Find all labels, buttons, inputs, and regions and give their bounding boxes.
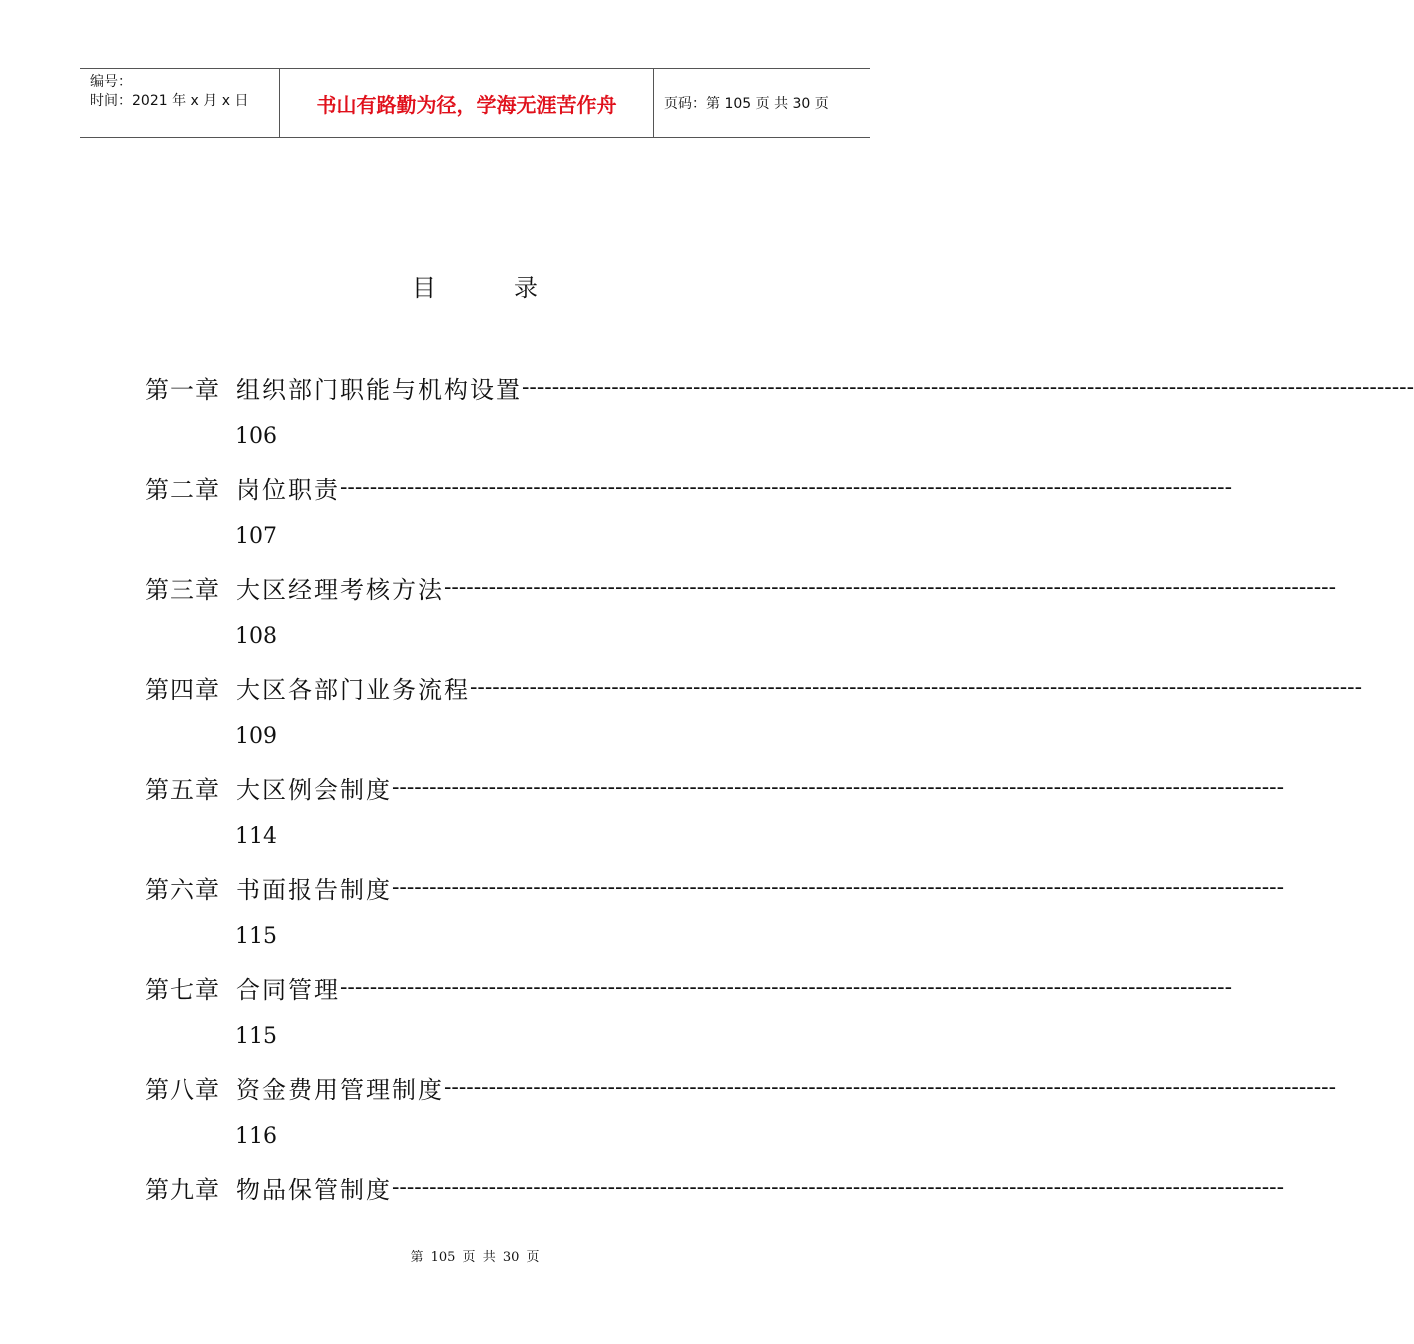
toc-entry-title: 合同管理 bbox=[236, 975, 340, 1004]
toc-entry[interactable] bbox=[145, 562, 1337, 662]
toc-entry[interactable] bbox=[145, 362, 1414, 462]
toc-entry-title: 大区经理考核方法 bbox=[236, 575, 444, 604]
toc-chapter: 第五章 bbox=[145, 775, 220, 804]
toc-entry-title: 大区例会制度 bbox=[236, 775, 392, 804]
header-page-info: 页码：第 105 页 共 30 页 bbox=[664, 96, 829, 112]
page-footer: 第 105 页 共 30 页 bbox=[410, 1250, 540, 1265]
toc-leader: ------------------------------------------------------------------------------------------------------------------------ bbox=[392, 774, 1285, 800]
table-of-contents bbox=[145, 362, 1414, 1262]
header-motto: 书山有路勤为径，学海无涯苦作舟 bbox=[280, 69, 654, 137]
toc-entry[interactable] bbox=[145, 862, 1285, 962]
toc-entry-title: 资金费用管理制度 bbox=[236, 1075, 444, 1104]
toc-page-number: 115 bbox=[235, 1024, 277, 1049]
header-meta bbox=[80, 69, 280, 137]
toc-chapter: 第四章 bbox=[145, 675, 220, 704]
toc-entry-title: 书面报告制度 bbox=[236, 875, 392, 904]
toc-leader: ------------------------------------------------------------------------------------------------------------------------ bbox=[470, 674, 1363, 700]
time-label: 时间：2021 年 x 月 x 日 bbox=[90, 93, 249, 109]
toc-chapter: 第六章 bbox=[145, 875, 220, 904]
toc-entry-title: 物品保管制度 bbox=[236, 1175, 392, 1204]
toc-chapter: 第二章 bbox=[145, 475, 220, 504]
toc-chapter: 第九章 bbox=[145, 1175, 220, 1204]
toc-chapter: 第八章 bbox=[145, 1075, 220, 1104]
toc-title: 目录 bbox=[412, 274, 616, 302]
toc-page-number: 115 bbox=[235, 924, 277, 949]
toc-leader: ------------------------------------------------------------------------------------------------------------------------ bbox=[340, 974, 1233, 1000]
toc-leader: ------------------------------------------------------------------------------------------------------------------------ bbox=[522, 374, 1414, 400]
toc-entry-title: 大区各部门业务流程 bbox=[236, 675, 470, 704]
toc-entry-title: 组织部门职能与机构设置 bbox=[236, 375, 522, 404]
toc-page-number: 114 bbox=[235, 824, 277, 849]
toc-page-number: 109 bbox=[235, 724, 277, 749]
toc-leader: ------------------------------------------------------------------------------------------------------------------------ bbox=[444, 1074, 1337, 1100]
toc-page-number: 106 bbox=[235, 424, 277, 449]
toc-leader: ------------------------------------------------------------------------------------------------------------------------ bbox=[392, 1174, 1285, 1200]
toc-entry[interactable] bbox=[145, 1062, 1337, 1162]
toc-chapter: 第七章 bbox=[145, 975, 220, 1004]
toc-leader: ------------------------------------------------------------------------------------------------------------------------ bbox=[392, 874, 1285, 900]
toc-page-number: 116 bbox=[235, 1124, 277, 1149]
toc-entry[interactable] bbox=[145, 462, 1233, 562]
number-label: 编号： bbox=[90, 74, 132, 90]
toc-chapter: 第一章 bbox=[145, 375, 220, 404]
toc-chapter: 第三章 bbox=[145, 575, 220, 604]
toc-page-number: 107 bbox=[235, 524, 277, 549]
toc-entry[interactable] bbox=[145, 762, 1285, 862]
toc-page-number: 108 bbox=[235, 624, 277, 649]
toc-entry-title: 岗位职责 bbox=[236, 475, 340, 504]
toc-entry[interactable] bbox=[145, 662, 1363, 762]
page-header bbox=[80, 68, 870, 138]
toc-leader: ------------------------------------------------------------------------------------------------------------------------ bbox=[444, 574, 1337, 600]
toc-leader: ------------------------------------------------------------------------------------------------------------------------ bbox=[340, 474, 1233, 500]
toc-entry[interactable] bbox=[145, 962, 1233, 1062]
